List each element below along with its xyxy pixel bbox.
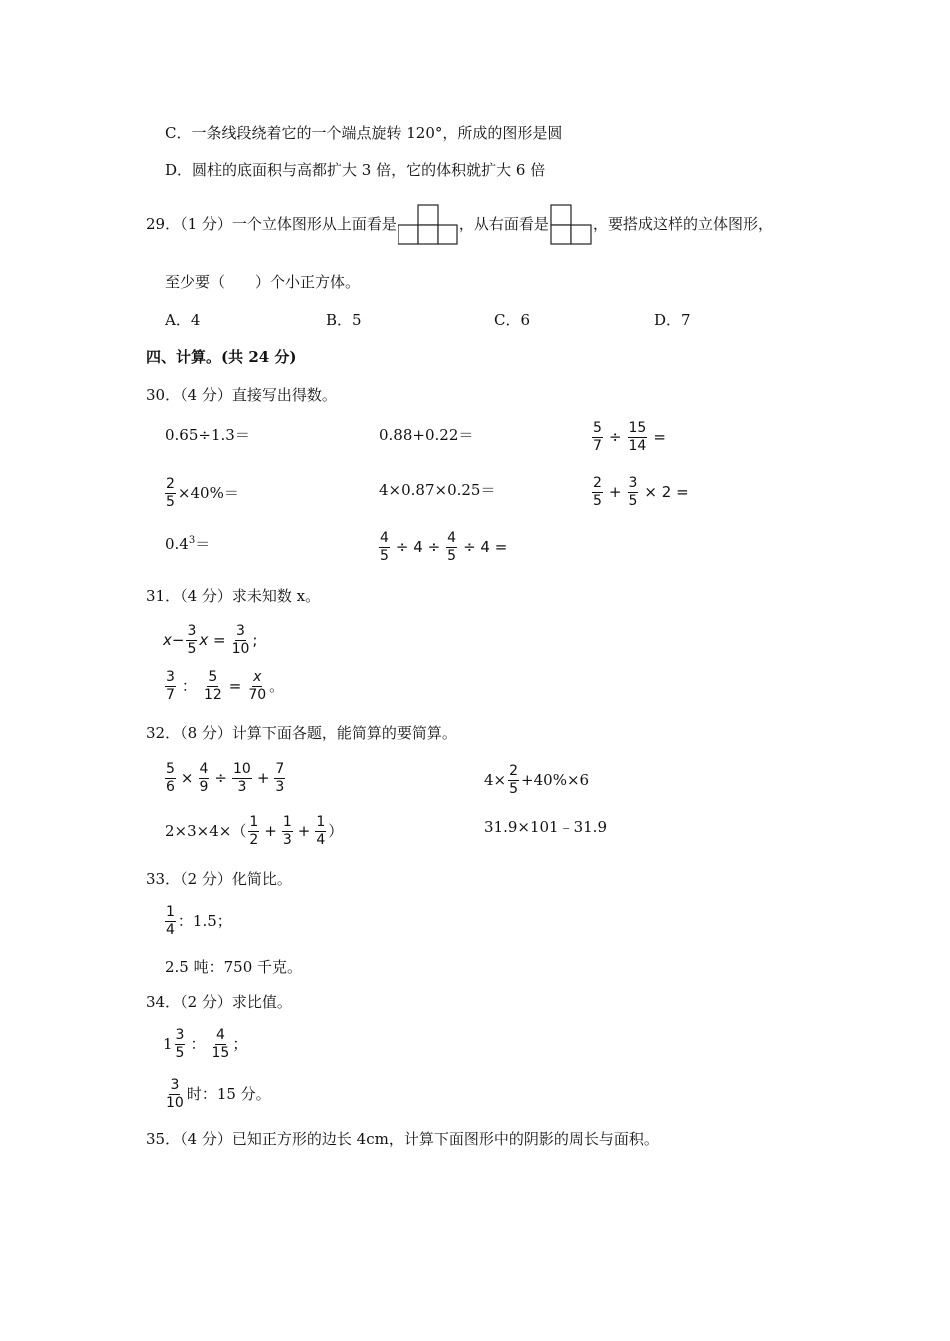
fraction: $\frac{1}{4}$ [166,904,175,938]
fraction: $\frac{4}{5}$ [447,530,457,564]
fraction: $\frac{3}{10}$ [166,1077,184,1111]
fraction: $\frac{4}{5}$ [380,530,389,564]
fraction: $\frac{4}{9}$ [199,761,209,795]
q30-expr-3: $\frac{5}{7}$ ÷ $\frac{15}{14}$ = [593,420,666,454]
q29-text-c: ，要搭成这样的立体图形， [592,214,773,233]
q31-equation-1: x− $\frac{3}{5}$ x = $\frac{3}{10}$ ; [163,623,258,657]
fraction: $\frac{10}{3}$ [233,761,251,795]
q31-header: 31．（4 分）求未知数 x。 [146,587,321,605]
fraction: $\frac{5}{12}$ [203,669,222,703]
fraction: $\frac{7}{3}$ [275,761,285,795]
q29-question [146,203,773,245]
fraction: $\frac{2}{5}$ [593,475,602,509]
q30-expr-8: $\frac{4}{5}$ ÷ 4 ÷ $\frac{4}{5}$ ÷ 4 = [380,530,508,564]
fraction: $\frac{4}{15}$ [211,1027,230,1061]
q33-header: 33．（2 分）化简比。 [146,870,292,888]
q29-option-b: B．5 [326,311,362,329]
q34-expr-2: $\frac{3}{10}$ 时：15 分。 [166,1077,271,1111]
q32-expr-4: 31.9×101﹣31.9 [484,818,607,836]
q30-expr-1: 0.65÷1.3＝ [165,426,250,444]
fraction: $\frac{1}{3}$ [282,814,292,848]
q29-option-c: C．6 [494,311,531,329]
right-view-figure [550,203,592,245]
q34-header: 34．（2 分）求比值。 [146,993,292,1011]
section-title: 四、计算。(共 24 分) [146,348,297,366]
fraction: $\frac{3}{5}$ [628,475,638,509]
q32-expr-2: 4× $\frac{2}{5}$ +40%×6 [484,763,590,797]
q30-header: 30．（4 分）直接写出得数。 [146,386,337,404]
q28-option-d: D．圆柱的底面积与高都扩大 3 倍，它的体积就扩大 6 倍 [165,161,546,179]
fraction: $\frac{3}{7}$ [166,669,175,703]
fraction: $\frac{2}{5}$ [509,763,519,797]
top-view-figure [398,203,458,245]
q30-expr-6: $\frac{2}{5}$ + $\frac{3}{5}$ × 2 = [593,475,689,509]
q30-expr-2: 0.88+0.22＝ [379,426,474,444]
q32-expr-3: 2×3×4×（ $\frac{1}{2}$ + $\frac{1}{3}$ + $\frac{1}{4}$ ） [165,814,344,848]
fraction: $\frac{5}{7}$ [593,420,602,454]
fraction: $\frac{1}{2}$ [249,814,259,848]
q33-expr-2: 2.5 吨：750 千克。 [165,958,303,976]
fraction: $\frac{2}{5}$ [166,476,175,510]
q35-header: 35．（4 分）已知正方形的边长 4cm，计算下面图形中的阴影的周长与面积。 [146,1130,659,1148]
q29-number: 29．（1 分） [146,214,232,233]
fraction: $\frac{x}{70}$ [248,669,267,703]
q28-option-c: C．一条线段绕着它的一个端点旋转 120°，所成的图形是圆 [165,124,563,142]
q29-text-b: ，从右面看是 [458,214,549,233]
q29-text-a: 一个立体图形从上面看是 [231,214,397,233]
fraction: $\frac{3}{5}$ [187,623,197,657]
q29-option-d: D．7 [654,311,691,329]
q30-expr-5: 4×0.87×0.25＝ [379,481,496,499]
fraction: $\frac{3}{10}$ [231,623,250,657]
fraction: $\frac{15}{14}$ [628,420,647,454]
q34-expr-1: 1 $\frac{3}{5}$ ： $\frac{4}{15}$ ； [163,1027,248,1061]
q32-expr-1: $\frac{5}{6}$ × $\frac{4}{9}$ ÷ $\frac{10}{3}$ + $\frac{7}{3}$ [166,761,285,795]
q31-equation-2: $\frac{3}{7}$ ： $\frac{5}{12}$ = $\frac{x}{70}$ 。 [166,669,285,703]
q33-expr-1: $\frac{1}{4}$ ：1.5； [166,904,232,938]
q29-line2: 至少要（ ）个小正方体。 [165,273,361,291]
q29-option-a: A．4 [165,311,201,329]
q30-expr-7: $0.4^3=$ [165,535,211,553]
fraction: $\frac{5}{6}$ [166,761,175,795]
q30-expr-4: $\frac{2}{5}$ ×40%＝ [166,476,239,510]
q32-header: 32．（8 分）计算下面各题，能简算的要简算。 [146,724,457,742]
fraction: $\frac{1}{4}$ [316,814,326,848]
fraction: $\frac{3}{5}$ [175,1027,185,1061]
